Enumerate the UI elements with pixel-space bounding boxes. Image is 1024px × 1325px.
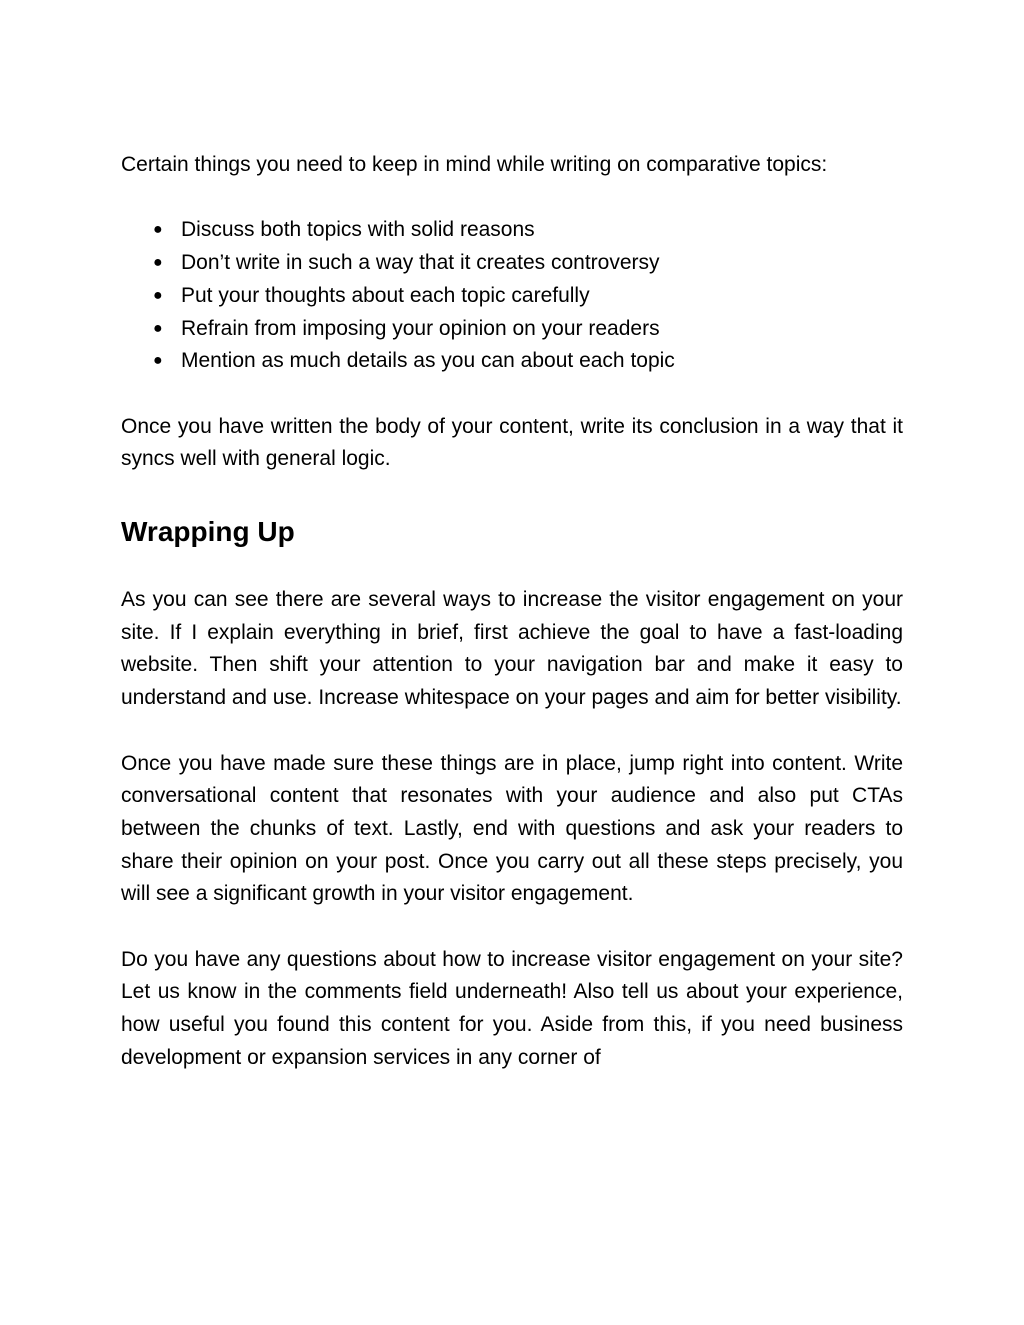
- bullet-icon: ●: [153, 352, 163, 370]
- list-item-text: Don’t write in such a way that it creates controversy: [181, 251, 660, 275]
- bullet-icon: ●: [153, 221, 163, 239]
- list-item-text: Refrain from imposing your opinion on your readers: [181, 316, 660, 340]
- list-item-text: Discuss both topics with solid reasons: [181, 218, 535, 242]
- section-heading: Wrapping Up: [121, 516, 295, 547]
- document-page: [121, 149, 903, 1075]
- list-item: [121, 313, 903, 346]
- list-item-text: Put your thoughts about each topic carefully: [181, 283, 590, 307]
- tips-list: [121, 214, 903, 378]
- body-paragraph: Once you have made sure these things are in place, jump right into content. Write conversational content that resonates with your audience and also put CTAs between the chunks of text. Lastly, end with questions and ask your readers to share their opinion on your post. Once you carry out all these steps precisely, you will see a significant growth in your visitor engagement.: [121, 751, 903, 906]
- list-item: [121, 214, 903, 247]
- bullet-icon: ●: [153, 286, 163, 304]
- bullet-icon: ●: [153, 254, 163, 272]
- list-item-text: Mention as much details as you can about each topic: [181, 349, 675, 373]
- conclusion-note-paragraph: Once you have written the body of your content, write its conclusion in a way that it syncs well with general logic.: [121, 414, 903, 471]
- body-paragraph: Do you have any questions about how to increase visitor engagement on your site? Let us know in the comments field underneath! Also tell us about your experience, how useful you found this content for you. Aside from this, if you need business development or expansion services in any corner of: [121, 947, 903, 1069]
- list-item: [121, 247, 903, 280]
- list-item: [121, 345, 903, 378]
- list-item: [121, 280, 903, 313]
- body-paragraph: As you can see there are several ways to increase the visitor engagement on your site. If I explain everything in brief, first achieve the goal to have a fast-loading website. Then shift your attention to your navigation bar and make it easy to understand and use. Increase whitespace on your pages and aim for better visibility.: [121, 588, 903, 710]
- bullet-icon: ●: [153, 319, 163, 337]
- intro-paragraph: Certain things you need to keep in mind while writing on comparative topics:: [121, 153, 828, 176]
